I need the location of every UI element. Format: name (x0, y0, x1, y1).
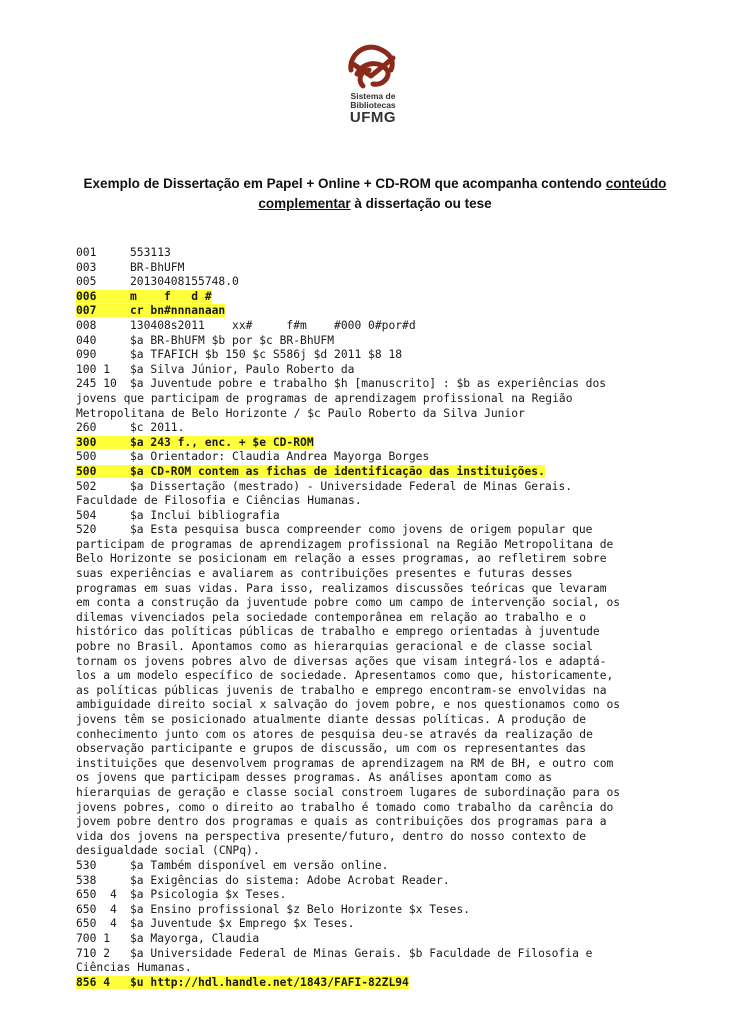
field-520-cont: jovens pobres, como o direito ao trabalho é tomado como trabalho da carência do (76, 800, 614, 814)
field-245-cont: jovens que participam de programas de aprendizagem profissional na Região (76, 391, 573, 405)
field-520-cont: hierarquias de geração e classe social constroem lugares de subordinação para os (76, 785, 621, 799)
field-520-cont: programas em suas vidas. Para isso, realizamos discussões teóricas que levaram (76, 581, 607, 595)
field-500-cdrom-highlighted: 500 $a CD-ROM contem as fichas de identificação das instituições. (76, 464, 545, 478)
field-006-highlighted: 006 m f d # (76, 289, 212, 303)
field-520-cont: ambiguidade direito social x salvação do jovem pobre, e nos questionamos como os (76, 698, 621, 712)
field-504: 504 $a Inclui bibliografia (76, 508, 280, 522)
field-856-highlighted: 856 4 $u http://hdl.handle.net/1843/FAFI-82ZL94 (76, 975, 409, 989)
field-003: 003 BR-BhUFM (76, 260, 185, 274)
field-520-cont: os jovens que participam desses programas. As análises apontam como as (76, 771, 553, 785)
field-520-cont: observação participante e grupos de discussão, um com os representantes das (76, 742, 587, 756)
field-007-highlighted: 007 cr bn#nnnanaan (76, 304, 226, 318)
field-700: 700 1 $a Mayorga, Claudia (76, 931, 260, 945)
field-520-cont: em conta a construção da juventude pobre como um campo de intervenção social, os (76, 596, 621, 610)
title-part1: Exemplo de Dissertação em Papel + Online + CD-ROM que acompanha contendo (83, 176, 606, 191)
field-520-cont: jovens têm se posicionado atualmente diante dessas políticas. A produção de (76, 713, 587, 726)
field-530: 530 $a Também disponível em versão online. (76, 858, 389, 872)
field-520-cont: as políticas públicas juvenis de trabalho e emprego encontram-se envolvidas na (76, 683, 607, 697)
field-008: 008 130408s2011 xx# f#m #000 0#por#d (76, 318, 416, 332)
logo-text-line1: Sistema de (350, 91, 396, 101)
title-part3: à dissertação ou tese (350, 196, 492, 211)
field-520-cont: participam de programas de aprendizagem profissional na Região Metropolitana de (76, 537, 614, 551)
title-part2-underlined: conteúdo complementar (258, 176, 667, 211)
field-520-cont: dilemas vivenciados pela sociedade contemporânea em relação ao trabalho e o (76, 610, 587, 624)
field-520-cont: vida dos jovens na perspectiva presente/futuro, dentro do nosso contexto de (76, 829, 587, 843)
field-260: 260 $c 2011. (76, 421, 185, 435)
field-520-cont: Belo Horizonte se posicionam em relação a esses programas, ao refletirem sobre (76, 552, 607, 566)
field-650-ensino: 650 4 $a Ensino profissional $z Belo Horizonte $x Teses. (76, 902, 471, 916)
field-040: 040 $a BR-BhUFM $b por $c BR-BhUFM (76, 333, 335, 347)
field-100: 100 1 $a Silva Júnior, Paulo Roberto da (76, 362, 355, 376)
marc-record (76, 246, 686, 990)
field-710: 710 2 $a Universidade Federal de Minas Gerais. $b Faculdade de Filosofia e (76, 946, 593, 960)
field-502: 502 $a Dissertação (mestrado) - Universidade Federal de Minas Gerais. (76, 479, 573, 493)
field-090: 090 $a TFAFICH $b 150 $c S586j $d 2011 $8 18 (76, 348, 403, 362)
field-520-cont: los a um modelo específico de sociedade. Apresentamos como que, historicamente, (76, 669, 614, 683)
field-520-cont: histórico das políticas públicas de trabalho e emprego orientadas à juventude (76, 625, 600, 639)
field-538: 538 $a Exigências do sistema: Adobe Acrobat Reader. (76, 873, 450, 887)
field-245-cont: Metropolitana de Belo Horizonte / $c Paulo Roberto da Silva Junior (76, 406, 525, 420)
field-502-cont: Faculdade de Filosofia e Ciências Humanas. (76, 494, 362, 508)
field-245: 245 10 $a Juventude pobre e trabalho $h [manuscrito] : $b as experiências dos (76, 377, 607, 391)
field-520-cont: conhecimento junto com os atores de pesquisa deu-se através da realização de (76, 727, 593, 741)
field-520-cont: instituições que desenvolvem programas de aprendizagem na RM de BH, e outro com (76, 756, 614, 770)
page-title (70, 174, 680, 214)
logo-text-ufmg: UFMG (349, 109, 397, 126)
field-300-highlighted: 300 $a 243 f., enc. + $e CD-ROM (76, 435, 314, 449)
logo-text-line2: Bibliotecas (350, 100, 396, 110)
field-520-cont: jovem pobre dentro dos programas e quais as contribuições dos programas para a (76, 815, 607, 829)
field-005: 005 20130408155748.0 (76, 275, 239, 289)
field-520: 520 $a Esta pesquisa busca compreender como jovens de origem popular que (76, 523, 593, 537)
field-520-cont: suas experiências e avaliarem as contribuições presentes e futuras desses (76, 567, 573, 581)
ufmg-library-logo (318, 40, 428, 126)
field-520-cont: desigualdade social (CNPq). (76, 844, 260, 858)
field-650-psicologia: 650 4 $a Psicologia $x Teses. (76, 888, 287, 902)
field-520-cont: pobre no Brasil. Apontamos como as hierarquias geracional e de classe social (76, 640, 593, 654)
field-710-cont: Ciências Humanas. (76, 961, 192, 975)
field-001: 001 553113 (76, 246, 171, 259)
library-emblem-icon (343, 40, 403, 92)
field-650-juventude: 650 4 $a Juventude $x Emprego $x Teses. (76, 917, 355, 931)
field-500-advisor: 500 $a Orientador: Claudia Andrea Mayorga Borges (76, 450, 430, 464)
field-520-cont: tornam os jovens pobres alvo de diversas ações que visam integrá-los e adaptá- (76, 654, 607, 668)
